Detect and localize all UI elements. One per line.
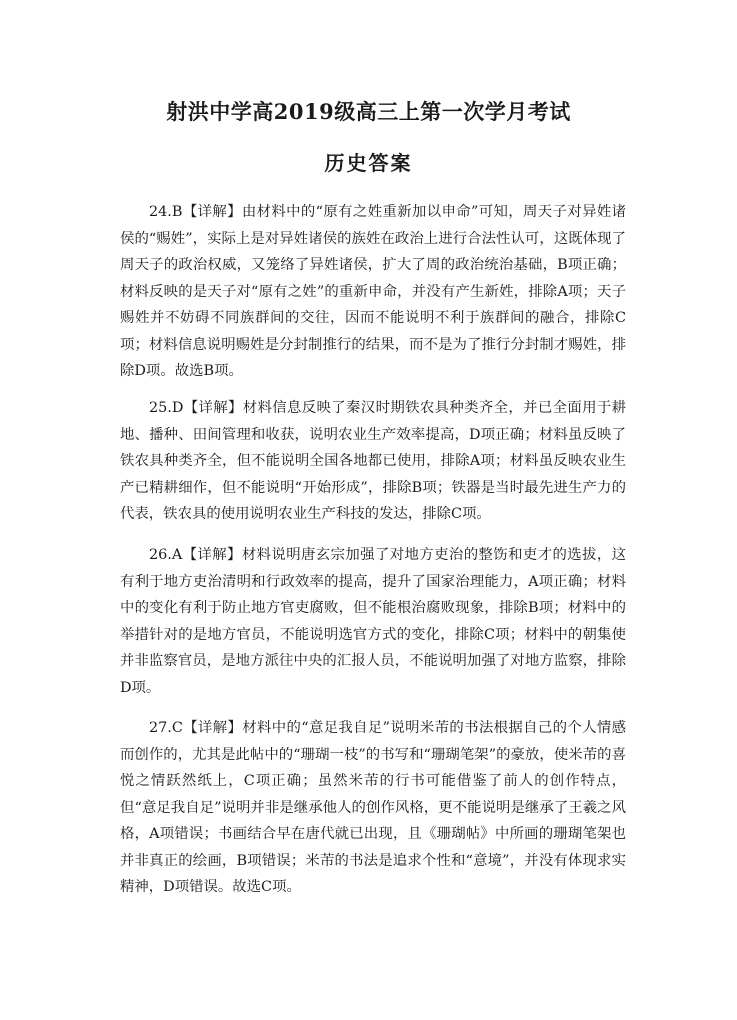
document-title: 射洪中学高2019级高三上第一次学月考试 (166, 99, 571, 124)
answer-27: 27.C【详解】材料中的“意足我自足”说明米芾的书法根据自己的个人情感而创作的，尤其是此帖中的“珊瑚一枝”的书写和“珊瑚笔架”的豪放，使米芾的喜悦之情跃然纸上，C项正确；虽然米芾的行书可能借鉴了前人的创作特点，但“意足我自足”说明并非是继承他人的创作风格，更不能说明是继承了王羲之风格，A项错误；书画结合早在唐代就已出现，且《珊瑚帖》中所画的珊瑚笔架也并非真正的绘画，B项错误；米芾的书法是追求个性和“意境”，并没有体现求实精神，D项错误。故选C项。 (120, 720, 626, 895)
answer-24: 24.B【详解】由材料中的“原有之姓重新加以申命”可知，周天子对异姓诸侯的“赐姓”，实际上是对异姓诸侯的族姓在政治上进行合法性认可，这既体现了周天子的政治权威，又笼络了异姓诸侯，扩大了周的政治统治基础，B项正确；材料反映的是天子对“原有之姓”的重新申命，并没有产生新姓，排除A项；天子赐姓并不妨碍不同族群间的交往，因而不能说明不利于族群间的融合，排除C项；材料信息说明赐姓是分封制推行的结果，而不是为了推行分封制才赐姓，排除D项。故选B项。 (120, 204, 626, 379)
answer-25: 25.D【详解】材料信息反映了秦汉时期铁农具种类齐全，并已全面用于耕地、播种、田间管理和收获，说明农业生产效率提高，D项正确；材料虽反映了铁农具种类齐全，但不能说明全国各地都已使用，排除A项；材料虽反映农业生产已精耕细作，但不能说明“开始形成”，排除B项；铁器是当时最先进生产力的代表，铁农具的使用说明农业生产科技的发达，排除C项。 (120, 400, 626, 522)
answer-26: 26.A【详解】材料说明唐玄宗加强了对地方吏治的整饬和吏才的选拔，这有利于地方吏治清明和行政效率的提高，提升了国家治理能力，A项正确；材料中的变化有利于防止地方官吏腐败，但不能根治腐败现象，排除B项；材料中的举措针对的是地方官员，不能说明选官方式的变化，排除C项；材料中的朝集使并非监察官员，是地方派往中央的汇报人员，不能说明加强了对地方监察，排除D项。 (120, 547, 626, 696)
document-subtitle: 历史答案 (324, 151, 413, 175)
